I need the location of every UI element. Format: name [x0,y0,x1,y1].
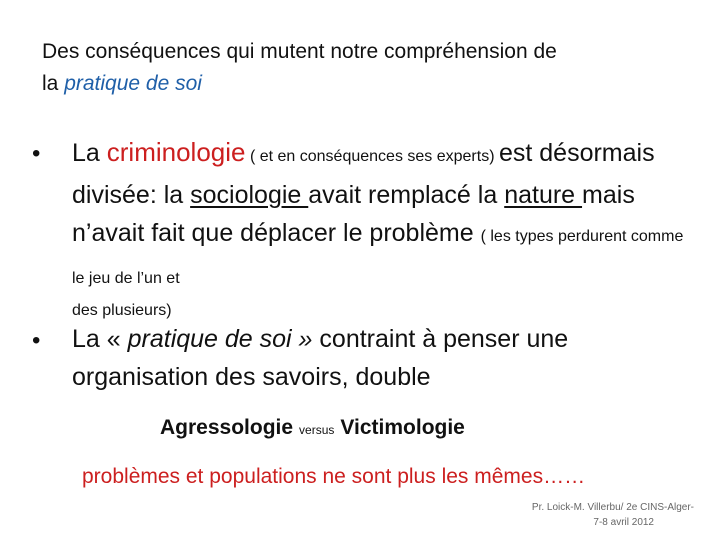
b1-text-2: est désormais divisée: la [72,139,655,209]
bullet-dot: • [32,327,41,354]
slide-footer [454,500,694,530]
b2-text-1: La « [72,325,128,353]
title-line-2-prefix: la [42,72,65,95]
bullet-pratique-text [72,320,698,396]
bullet-criminologie [28,133,698,324]
agressologie: Agressologie [160,416,294,439]
versus-word: versus [299,423,335,437]
b1-paren-2a: ( les types perdurent comme le jeu de l’un et [72,228,684,287]
b1-text-1: La [72,139,107,167]
slide-title [42,36,692,100]
b2-text-2: contraint à penser une organisation des savoirs, double [72,325,569,391]
victimologie: Victimologie [340,416,465,439]
versus-line [160,411,465,447]
footer-line-2: 7-8 avril 2012 [593,517,654,528]
b1-paren-1: ( et en conséquences ses experts) [245,148,499,165]
bullet-criminologie-text [72,133,698,324]
b1-nature: nature [504,181,583,209]
b1-paren-2b: des plusieurs) [72,302,172,319]
conclusion-line: problèmes et populations ne sont plus les mêmes…… [82,465,586,488]
bullet-pratique-de-soi [28,320,698,396]
footer-line-1: Pr. Loick-M. Villerbu/ 2e CINS-Alger- [531,502,694,513]
b2-italic: pratique de soi » [127,325,313,353]
b1-text-3: avait remplacé la [308,181,505,209]
title-line-2-accent: pratique de soi [64,72,202,95]
title-line-1: Des conséquences qui mutent notre compréhension de [42,40,557,63]
b1-criminologie: criminologie [106,137,246,167]
b1-text-4: mais n’avait fait que déplacer le problème [72,181,635,247]
b1-sociologie: sociologie [190,181,309,209]
bullet-dot: • [32,140,41,167]
